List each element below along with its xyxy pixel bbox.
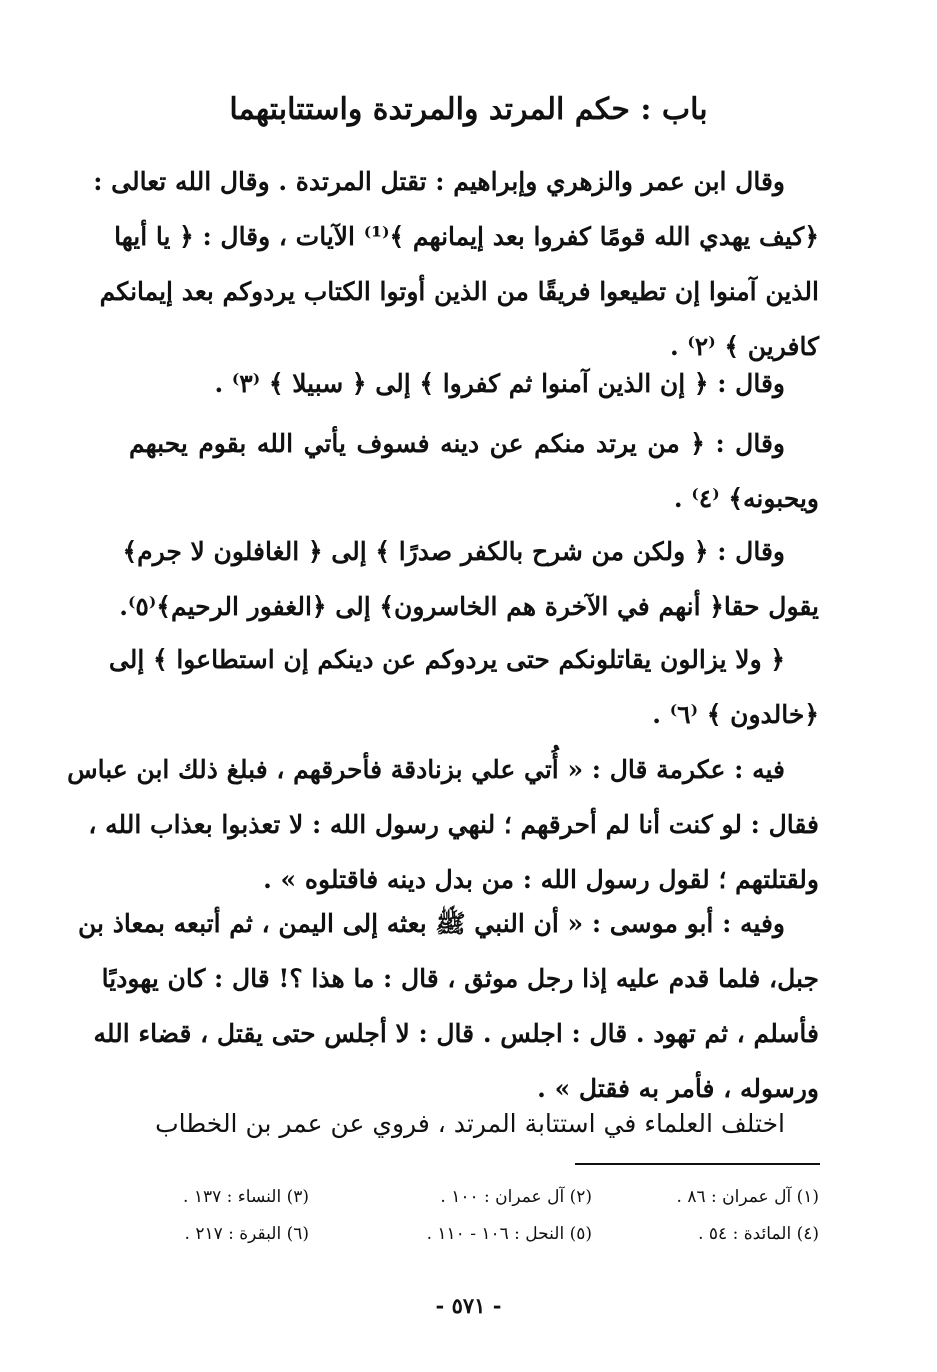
paragraph-7 [78,896,819,1116]
footnote-2: (٢) آل عمران : ١٠٠ . [440,1187,592,1207]
text-line: وفيه : أبو موسى : « أن النبي ﷺ بعثه إلى اليمن ، ثم أتبعه بمعاذ بن [78,909,785,938]
footnote-3: (٣) النساء : ١٣٧ . [183,1187,309,1207]
text-line: فقال : لو كنت أنا لم أحرقهم ؛ لنهي رسول الله : لا تعذبوا بعذاب الله ، [88,810,819,839]
paragraph-8 [129,1096,819,1151]
text-line: ولقتلتهم ؛ لقول رسول الله : من بدل دينه فاقتلوه » . [263,865,819,894]
text-line: جبل، فلما قدم عليه إذا رجل موثق ، قال : ما هذا ؟! قال : كان يهوديًا [101,964,819,993]
text-line: ورسوله ، فأمر به فقتل » . [537,1074,819,1103]
text-line: وقال : ﴿ من يرتد منكم عن دينه فسوف يأتي الله بقوم يحبهم [129,429,785,458]
text-line: ﴿كيف يهدي الله قومًا كفروا بعد إيمانهم ﴾⁽¹⁾ الآيات ، وقال : ﴿ يا أيها [114,222,819,251]
footnote-5: (٥) النحل : ١٠٦ - ١١٠ . [426,1224,592,1244]
footnote-1: (١) آل عمران : ٨٦ . [676,1187,819,1207]
text-line: ويحبونه﴾ ⁽٤⁾ . [673,484,819,513]
text-line: الذين آمنوا إن تطيعوا فريقًا من الذين أوتوا الكتاب يردوكم بعد إيمانكم [99,277,819,306]
footnote-divider [575,1163,820,1165]
paragraph-4 [119,524,819,634]
text-line: اختلف العلماء في استتابة المرتد ، فروي عن عمر بن الخطاب [155,1109,785,1138]
paragraph-1 [93,154,819,374]
page-number: - ٥٧١ - [435,1293,502,1318]
paragraph-3 [129,416,819,526]
text-line: ﴿ ولا يزالون يقاتلونكم حتى يردوكم عن دينكم إن استطاعوا ﴾ إلى [108,645,785,674]
text-line: يقول حقا﴿ أنهم في الآخرة هم الخاسرون﴾ إلى ﴿الغفور الرحيم﴾⁽٥⁾. [119,592,819,621]
text-line: ﴿خالدون ﴾ ⁽٦⁾ . [652,700,819,729]
footnote-4: (٤) المائدة : ٥٤ . [698,1224,819,1244]
text-line: وقال : ﴿ إن الذين آمنوا ثم كفروا ﴾ إلى ﴿ سبيلا ﴾ ⁽٣⁾ . [214,369,785,398]
chapter-heading: باب : حكم المرتد والمرتدة واستتابتهما [229,92,708,127]
paragraph-2 [129,356,819,411]
text-line: فيه : عكرمة قال : « أُتي علي بزنادقة فأحرقهم ، فبلغ ذلك ابن عباس [67,755,785,784]
paragraph-6 [67,742,819,907]
footnote-6: (٦) البقرة : ٢١٧ . [184,1224,309,1244]
text-line: كافرين ﴾ ⁽٢⁾ . [669,332,819,361]
paragraph-5 [108,632,819,742]
text-line: وقال ابن عمر والزهري وإبراهيم : تقتل المرتدة . وقال الله تعالى : [93,167,785,196]
text-line: وقال : ﴿ ولكن من شرح بالكفر صدرًا ﴾ إلى ﴿ الغافلون لا جرم﴾ [122,537,785,566]
text-line: فأسلم ، ثم تهود . قال : اجلس . قال : لا أجلس حتى يقتل ، قضاء الله [93,1019,819,1048]
